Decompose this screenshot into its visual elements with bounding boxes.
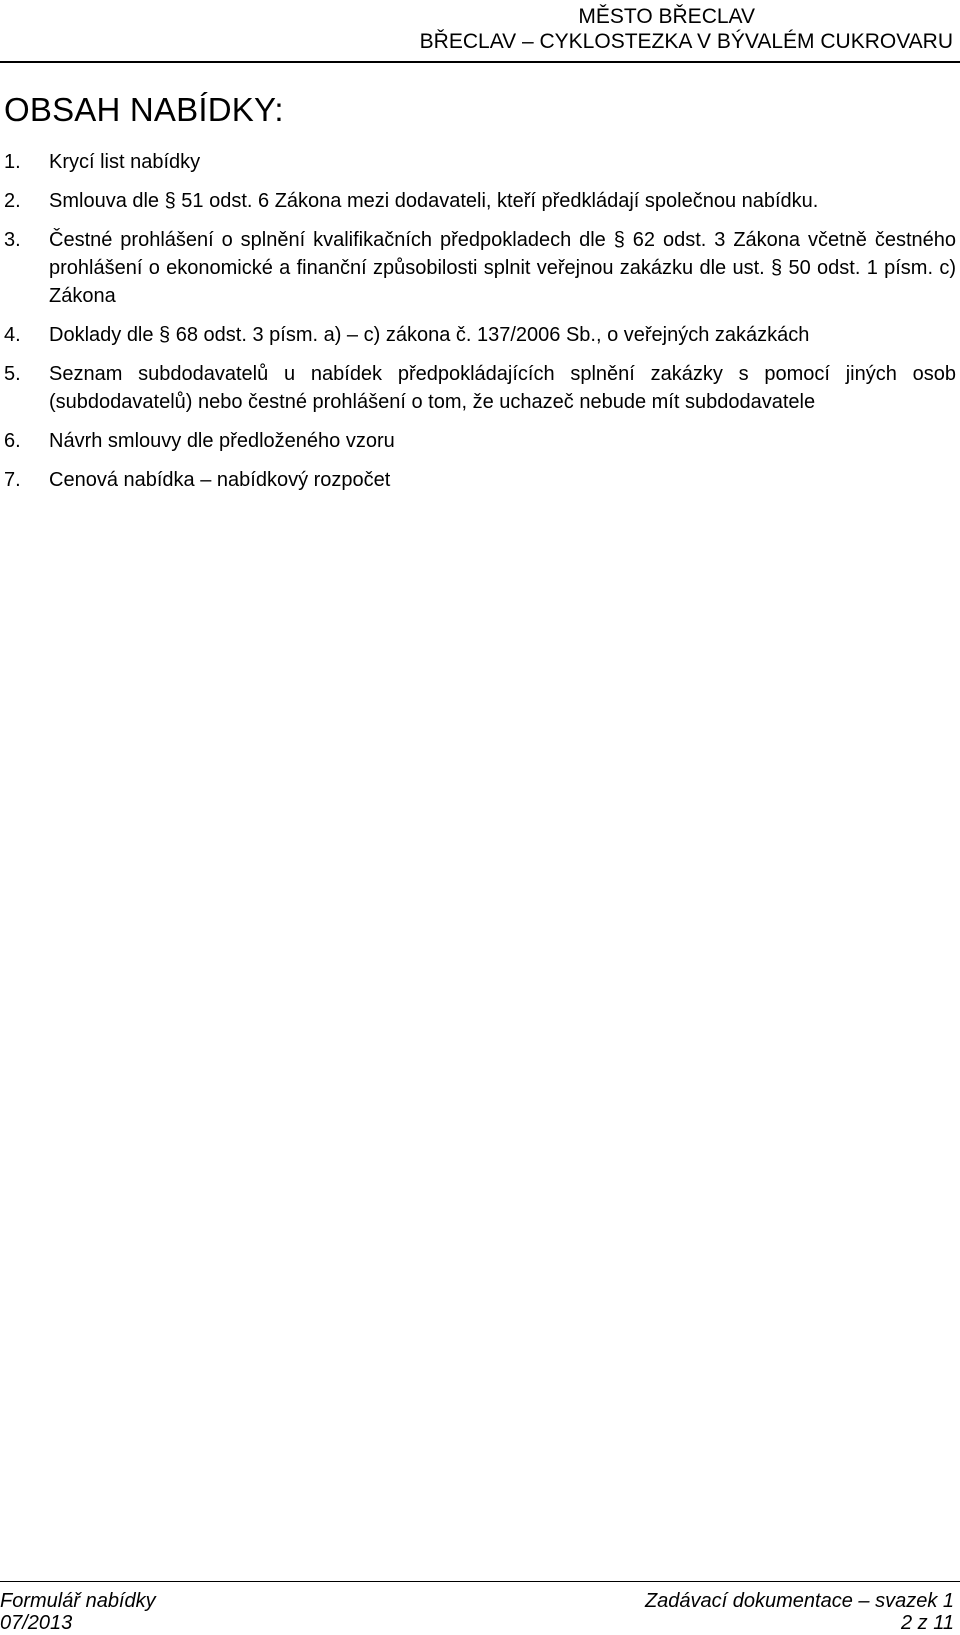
header-project: BŘECLAV – CYKLOSTEZKA V BÝVALÉM CUKROVARU [419, 30, 953, 53]
item-text: Doklady dle § 68 odst. 3 písm. a) – c) zákona č. 137/2006 Sb., o veřejných zakázkách [49, 324, 810, 346]
footer-document-name: Zadávací dokumentace – svazek 1 [644, 1590, 954, 1612]
list-item [4, 226, 956, 310]
footer-date: 07/2013 [0, 1612, 73, 1634]
footer-page-number: 2 z 11 [901, 1612, 954, 1634]
page-header [0, 4, 953, 54]
contents-list [4, 148, 956, 505]
item-number: 2. [4, 190, 21, 212]
item-number: 3. [4, 229, 21, 251]
footer-form-name: Formulář nabídky [0, 1590, 156, 1612]
item-text: Seznam subdodavatelů u nabídek předpokládajících splnění zakázky s pomocí jiných osob (subdodavatelů) nebo čestné prohlášení o tom, že uchazeč nebude mít subdodavatele [49, 363, 956, 413]
list-item [4, 466, 956, 494]
page-title: OBSAH NABÍDKY: [4, 91, 284, 128]
header-city: MĚSTO BŘECLAV [578, 5, 755, 28]
item-text: Smlouva dle § 51 odst. 6 Zákona mezi dodavateli, kteří předkládají společnou nabídku. [49, 190, 819, 212]
list-item [4, 427, 956, 455]
item-number: 5. [4, 363, 21, 385]
list-item [4, 187, 956, 215]
list-item [4, 360, 956, 416]
list-item [4, 148, 956, 176]
item-number: 4. [4, 324, 21, 346]
header-divider [0, 61, 960, 63]
item-number: 1. [4, 151, 21, 173]
item-text: Krycí list nabídky [49, 151, 201, 173]
footer-divider [0, 1581, 960, 1582]
item-number: 7. [4, 469, 21, 491]
item-number: 6. [4, 430, 21, 452]
list-item [4, 321, 956, 349]
item-text: Návrh smlouvy dle předloženého vzoru [49, 430, 395, 452]
item-text: Čestné prohlášení o splnění kvalifikačních předpokladech dle § 62 odst. 3 Zákona včetně čestného prohlášení o ekonomické a finanční způsobilosti splnit veřejnou zakázku dle ust. § 50 odst. 1 písm. c) Zákona [49, 229, 956, 307]
item-text: Cenová nabídka – nabídkový rozpočet [49, 469, 391, 491]
